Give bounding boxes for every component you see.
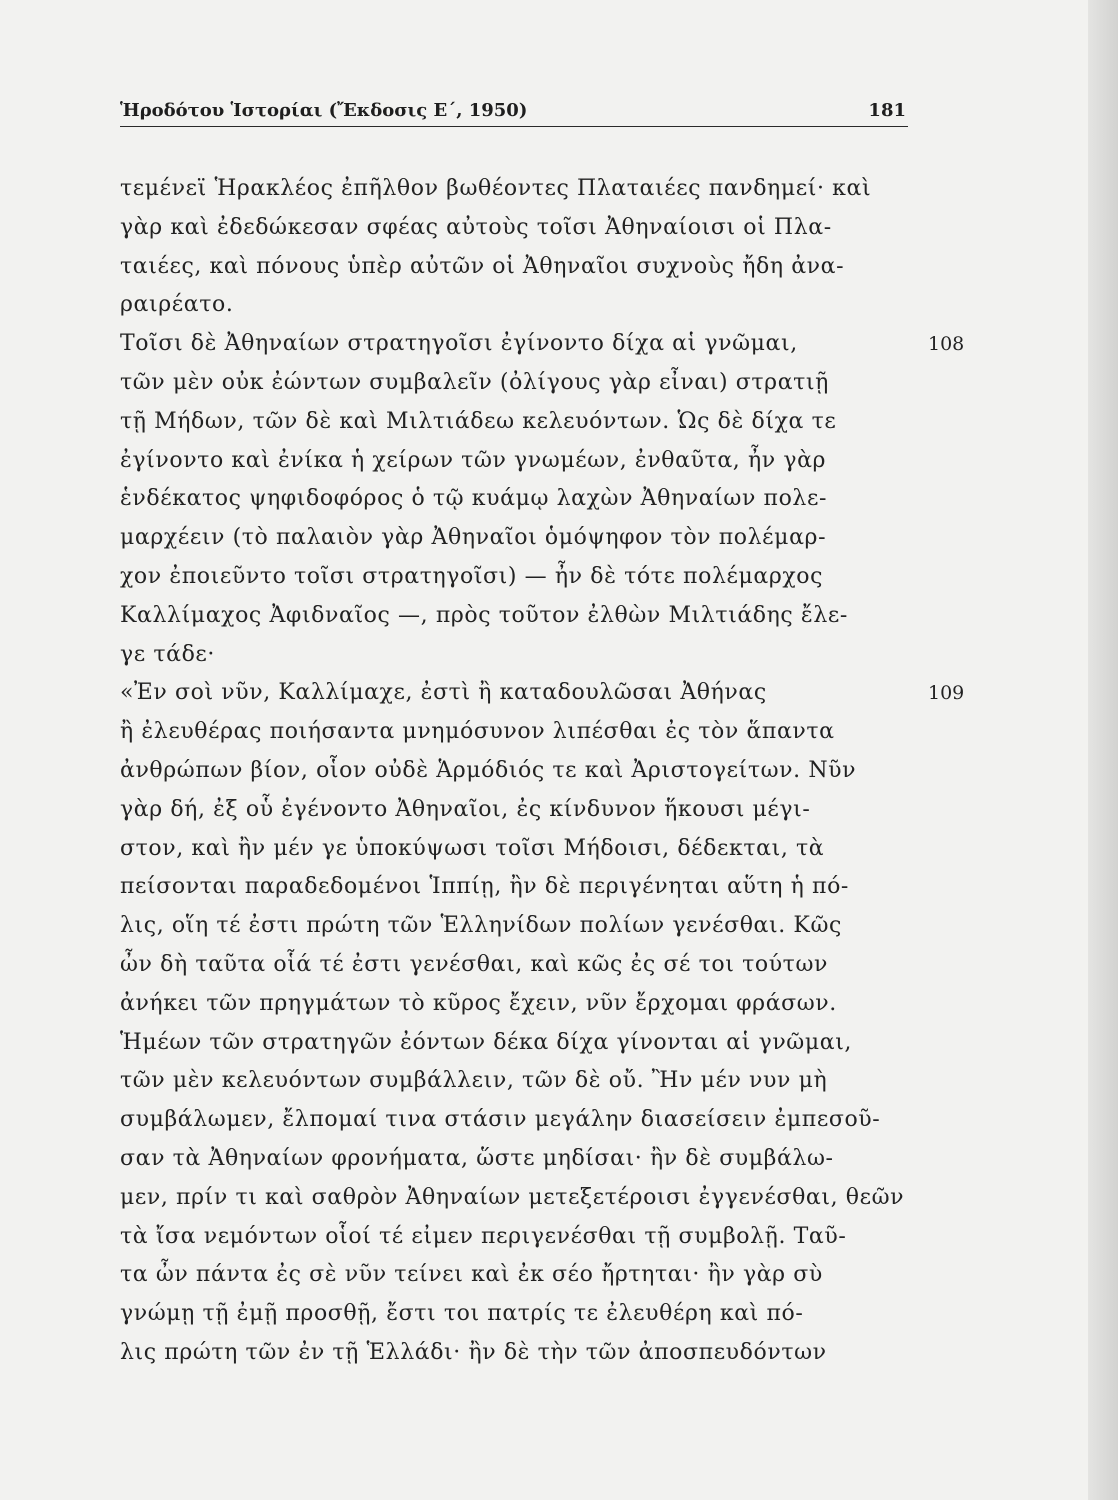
text-line: γὰρ καὶ ἐδεδώκεσαν σφέας αὐτοὺς τοῖσι Ἀθηναίοισι οἱ Πλα-	[120, 214, 832, 240]
margin-section-number: 108	[928, 333, 965, 356]
text-line: ταιέες, καὶ πόνους ὑπὲρ αὐτῶν οἱ Ἀθηναῖοι συχνοὺς ἤδη ἀνα-	[120, 253, 845, 279]
text-line-with-margin	[120, 674, 965, 713]
running-title: Ἡροδότου Ἱστορίαι (Ἔκδοσις Ε΄, 1950)	[120, 100, 528, 121]
text-line: ἑνδέκατος ψηφιδοφόρος ὁ τῷ κυάμῳ λαχὼν Ἀθηναίων πολε-	[120, 486, 827, 512]
text-line: ἀνθρώπων βίον, οἷον οὐδὲ Ἁρμόδιός τε καὶ Ἀριστογείτων. Νῦν	[120, 757, 857, 783]
text-line: «Ἐν σοὶ νῦν, Καλλίμαχε, ἐστὶ ἢ καταδουλῶσαι Ἀθήνας	[120, 680, 767, 706]
text-line: ραιρέατο.	[120, 292, 234, 318]
text-line: μεν, πρίν τι καὶ σαθρὸν Ἀθηναίων μετεξετέροισι ἐγγενέσθαι, θεῶν	[120, 1184, 905, 1210]
text-line: τὰ ἴσα νεμόντων οἷοί τέ εἰμεν περιγενέσθαι τῇ συμβολῇ. Ταῦ-	[120, 1223, 847, 1249]
page-edge-shadow	[1088, 0, 1118, 1500]
text-line: γε τάδε·	[120, 641, 216, 667]
text-line: σαν τὰ Ἀθηναίων φρονήματα, ὥστε μηδίσαι· ἢν δὲ συμβάλω-	[120, 1145, 834, 1171]
text-line: τα ὦν πάντα ἐς σὲ νῦν τείνει καὶ ἐκ σέο ἤρτηται· ἢν γὰρ σὺ	[120, 1262, 823, 1288]
text-body	[120, 170, 965, 1373]
text-line: Τοῖσι δὲ Ἀθηναίων στρατηγοῖσι ἐγίνοντο δίχα αἱ γνῶμαι,	[120, 331, 798, 357]
text-line: τῇ Μήδων, τῶν δὲ καὶ Μιλτιάδεω κελευόντων. Ὡς δὲ δίχα τε	[120, 408, 837, 434]
text-line: τῶν μὲν οὐκ ἐώντων συμβαλεῖν (ὀλίγους γὰρ εἶναι) στρατιῇ	[120, 369, 829, 395]
running-header	[120, 96, 908, 127]
text-line: λις πρώτη τῶν ἐν τῇ Ἑλλάδι· ἢν δὲ τὴν τῶν ἀποσπευδόντων	[120, 1339, 827, 1365]
text-line: γνώμῃ τῇ ἐμῇ προσθῇ, ἔστι τοι πατρίς τε ἐλευθέρη καὶ πό-	[120, 1301, 804, 1327]
text-line: μαρχέειν (τὸ παλαιὸν γὰρ Ἀθηναῖοι ὁμόψηφον τὸν πολέμαρ-	[120, 525, 827, 551]
text-line: πείσονται παραδεδομένοι Ἱππίῃ, ἢν δὲ περιγένηται αὕτη ἡ πό-	[120, 874, 849, 900]
text-line: συμβάλωμεν, ἔλπομαί τινα στάσιν μεγάλην διασείσειν ἐμπεσοῦ-	[120, 1107, 881, 1133]
text-line: ἐγίνοντο καὶ ἐνίκα ἡ χείρων τῶν γνωμέων, ἐνθαῦτα, ἦν γὰρ	[120, 447, 827, 473]
text-line: ἀνήκει τῶν πρηγμάτων τὸ κῦρος ἔχειν, νῦν ἔρχομαι φράσων.	[120, 990, 837, 1016]
text-line: ὦν δὴ ταῦτα οἷά τέ ἐστι γενέσθαι, καὶ κῶς ἐς σέ τοι τούτων	[120, 951, 828, 977]
text-line: χον ἐποιεῦντο τοῖσι στρατηγοῖσι) — ἦν δὲ τότε πολέμαρχος	[120, 563, 824, 589]
text-line: στον, καὶ ἢν μέν γε ὑποκύψωσι τοῖσι Μήδοισι, δέδεκται, τὰ	[120, 835, 825, 861]
text-line: Ἡμέων τῶν στρατηγῶν ἐόντων δέκα δίχα γίνονται αἱ γνῶμαι,	[120, 1029, 853, 1055]
text-line: λις, οἵη τέ ἐστι πρώτη τῶν Ἑλληνίδων πολίων γενέσθαι. Κῶς	[120, 913, 842, 939]
text-line: τῶν μὲν κελευόντων συμβάλλειν, τῶν δὲ οὔ. Ἢν μέν νυν μὴ	[120, 1068, 828, 1094]
text-line-with-margin	[120, 325, 965, 364]
page-number: 181	[868, 100, 906, 121]
text-line: ἢ ἐλευθέρας ποιήσαντα μνημόσυνον λιπέσθαι ἐς τὸν ἅπαντα	[120, 719, 835, 745]
text-line: τεμένεϊ Ἡρακλέος ἐπῆλθον βωθέοντες Πλαταιέες πανδημεί· καὶ	[120, 176, 872, 201]
margin-section-number: 109	[928, 682, 965, 705]
text-line: γὰρ δή, ἐξ οὗ ἐγένοντο Ἀθηναῖοι, ἐς κίνδυνον ἥκουσι μέγι-	[120, 796, 811, 822]
text-line: Καλλίμαχος Ἀφιδναῖος —, πρὸς τοῦτον ἐλθὼν Μιλτιάδης ἔλε-	[120, 602, 848, 628]
